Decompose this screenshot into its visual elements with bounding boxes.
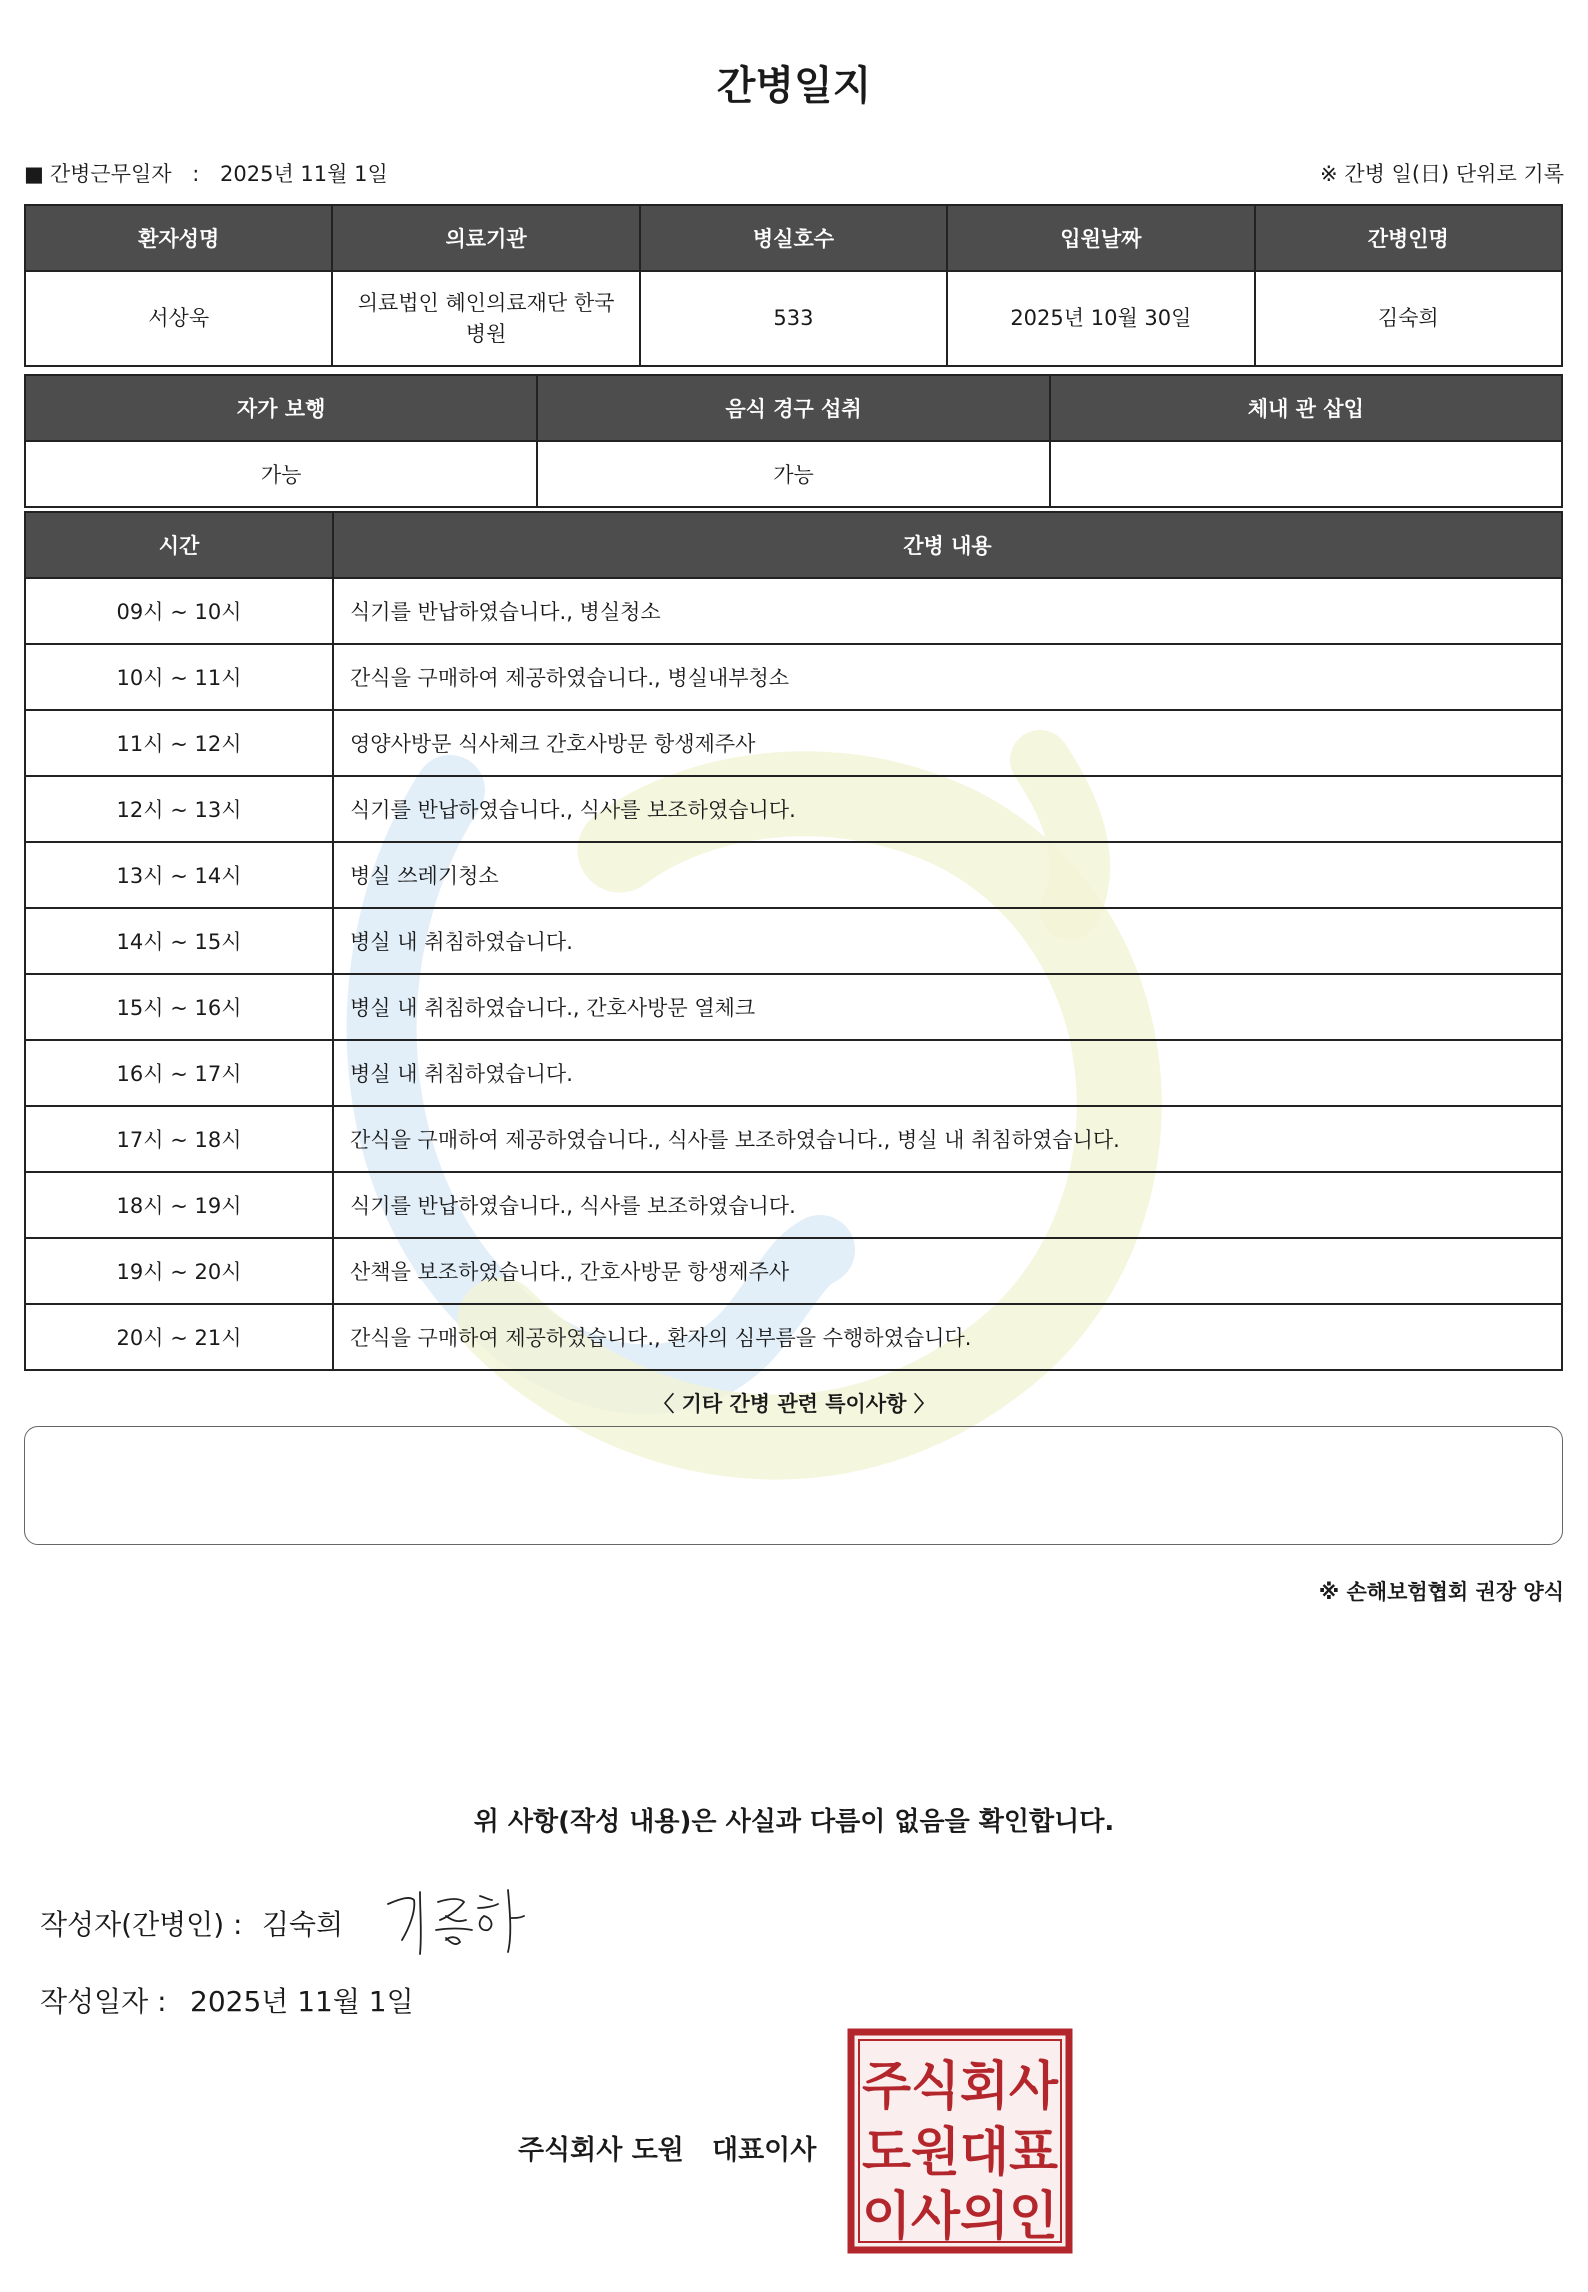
log-time: 10시 ~ 11시 <box>25 644 333 710</box>
admission-date: 2025년 10월 30일 <box>947 271 1254 366</box>
notes-title: 〈 기타 간병 관련 특이사항 〉 <box>653 1392 935 1416</box>
work-date-value: 2025년 11월 1일 <box>220 162 388 186</box>
unit-note: ※ 간병 일(日) 단위로 기록 <box>1320 162 1564 186</box>
table-row <box>25 1238 1562 1304</box>
log-content: 간식을 구매하여 제공하였습니다., 병실내부청소 <box>333 644 1562 710</box>
log-content: 산책을 보조하였습니다., 간호사방문 항생제주사 <box>333 1238 1562 1304</box>
patient-name: 서상욱 <box>25 271 332 366</box>
log-time: 16시 ~ 17시 <box>25 1040 333 1106</box>
patient-status-table <box>24 374 1563 508</box>
status-value-row <box>25 441 1562 507</box>
status-header-row <box>25 375 1562 441</box>
table-row <box>25 1172 1562 1238</box>
company-name: 주식회사 도원 <box>518 2135 684 2166</box>
header-patient-name: 환자성명 <box>25 205 332 271</box>
writer-label: 작성자(간병인) : <box>40 1908 243 1941</box>
table-row <box>25 842 1562 908</box>
seal-line-1: 주식회사 <box>862 2057 1059 2117</box>
writer-name: 김숙희 <box>262 1908 344 1941</box>
handwritten-signature <box>380 1882 530 1962</box>
header-tube-insertion: 체내 관 삽입 <box>1050 375 1562 441</box>
table-row <box>25 908 1562 974</box>
work-date-separator: : <box>192 162 200 186</box>
company-seal-stamp <box>847 2028 1073 2254</box>
log-content: 병실 내 취침하였습니다. <box>333 908 1562 974</box>
self-walking-value: 가능 <box>25 441 537 507</box>
square-bullet-icon: ■ <box>24 162 44 186</box>
log-content: 식기를 반납하였습니다., 식사를 보조하였습니다. <box>333 776 1562 842</box>
log-content: 간식을 구매하여 제공하였습니다., 식사를 보조하였습니다., 병실 내 취침하였습니다. <box>333 1106 1562 1172</box>
log-content: 식기를 반납하였습니다., 식사를 보조하였습니다. <box>333 1172 1562 1238</box>
table-row <box>25 974 1562 1040</box>
table-row <box>25 1040 1562 1106</box>
log-time: 18시 ~ 19시 <box>25 1172 333 1238</box>
header-time: 시간 <box>25 512 333 578</box>
log-time: 09시 ~ 10시 <box>25 578 333 644</box>
care-log-table <box>24 511 1563 1371</box>
log-time: 20시 ~ 21시 <box>25 1304 333 1370</box>
write-date-label: 작성일자 : <box>40 1985 167 2018</box>
log-time: 15시 ~ 16시 <box>25 974 333 1040</box>
header-care-content: 간병 내용 <box>333 512 1562 578</box>
tube-insertion-value <box>1050 441 1562 507</box>
room-number: 533 <box>640 271 947 366</box>
work-date-line <box>24 158 388 188</box>
header-hospital: 의료기관 <box>332 205 639 271</box>
page-title: 간병일지 <box>716 63 872 109</box>
table-row <box>25 710 1562 776</box>
log-time: 11시 ~ 12시 <box>25 710 333 776</box>
ceo-title: 대표이사 <box>712 2135 817 2166</box>
header-caregiver: 간병인명 <box>1255 205 1562 271</box>
hospital-name: 의료법인 혜인의료재단 한국 병원 <box>332 271 639 366</box>
log-time: 13시 ~ 14시 <box>25 842 333 908</box>
header-oral-intake: 음식 경구 섭취 <box>537 375 1049 441</box>
patient-info-table <box>24 204 1563 367</box>
table-row <box>25 1106 1562 1172</box>
log-content: 간식을 구매하여 제공하였습니다., 환자의 심부름을 수행하였습니다. <box>333 1304 1562 1370</box>
notes-box <box>24 1426 1563 1545</box>
table-row <box>25 1304 1562 1370</box>
header-self-walking: 자가 보행 <box>25 375 537 441</box>
header-room: 병실호수 <box>640 205 947 271</box>
confirmation-statement: 위 사항(작성 내용)은 사실과 다름이 없음을 확인합니다. <box>473 1807 1115 1837</box>
log-time: 14시 ~ 15시 <box>25 908 333 974</box>
seal-line-3: 이사의인 <box>862 2187 1058 2247</box>
log-content: 영양사방문 식사체크 간호사방문 항생제주사 <box>333 710 1562 776</box>
work-date-label: 간병근무일자 <box>49 162 172 186</box>
log-time: 12시 ~ 13시 <box>25 776 333 842</box>
log-time: 17시 ~ 18시 <box>25 1106 333 1172</box>
write-date-value: 2025년 11월 1일 <box>190 1985 414 2018</box>
log-content: 병실 내 취침하였습니다., 간호사방문 열체크 <box>333 974 1562 1040</box>
caregiver-name: 김숙희 <box>1255 271 1562 366</box>
log-header-row <box>25 512 1562 578</box>
log-time: 19시 ~ 20시 <box>25 1238 333 1304</box>
seal-line-2: 도원대표 <box>862 2123 1058 2183</box>
oral-intake-value: 가능 <box>537 441 1049 507</box>
form-source-note: ※ 손해보험협회 권장 양식 <box>1318 1580 1564 1604</box>
log-content: 병실 쓰레기청소 <box>333 842 1562 908</box>
log-content: 식기를 반납하였습니다., 병실청소 <box>333 578 1562 644</box>
log-content: 병실 내 취침하였습니다. <box>333 1040 1562 1106</box>
table-row <box>25 644 1562 710</box>
patient-value-row <box>25 271 1562 366</box>
table-row <box>25 578 1562 644</box>
table-row <box>25 776 1562 842</box>
patient-header-row <box>25 205 1562 271</box>
header-admission-date: 입원날짜 <box>947 205 1254 271</box>
